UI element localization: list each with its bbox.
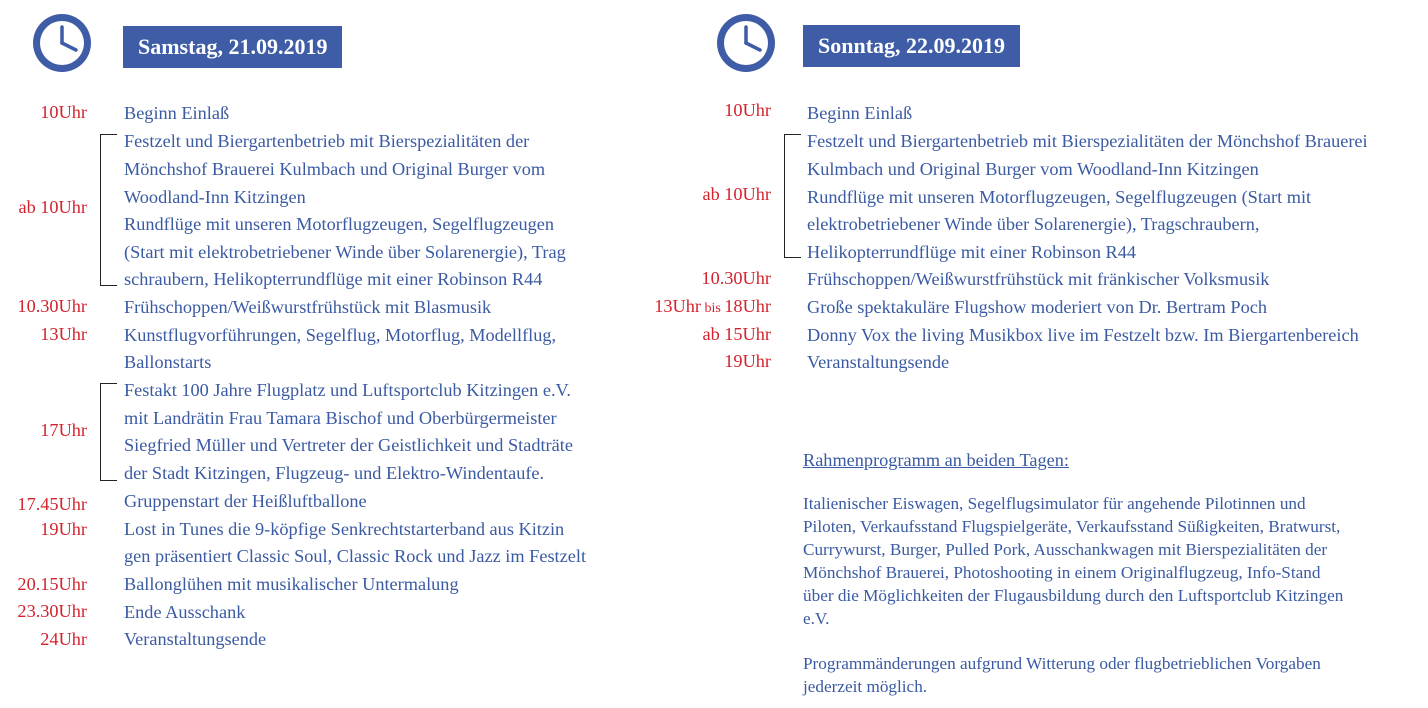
entry-line: Veranstaltungsende [807,352,950,372]
entry-line: Gruppenstart der Heißluftballone [124,491,367,511]
entry-line: Ende Ausschank [124,602,246,622]
entry-line: Mönchshof Brauerei Kulmbach und Original Burger vom [124,159,546,179]
rahmen-line: über die Möglichkeiten der Flugausbildung durch den Luftsportclub Kitzingen [803,586,1344,605]
entry-time-sep: bis [700,301,725,316]
entry-time-range [654,296,771,317]
entry-time: 17.45Uhr [17,494,87,514]
entry-line: Festzelt und Biergartenbetrieb mit Bierspezialitäten der Mönchshof Brauerei [807,131,1368,151]
entry-line: Beginn Einlaß [124,103,230,123]
entry-time: ab 10Uhr [18,197,87,217]
entry-line: Ballonstarts [124,352,212,372]
entry-time: 17Uhr [40,420,87,440]
entry-time: 10.30Uhr [17,296,87,316]
entry-line: Helikopterrundflüge mit einer Robinson R44 [807,242,1137,262]
entry-line: der Stadt Kitzingen, Flugzeug- und Elektro-Windentaufe. [124,463,545,483]
entry-time: ab 10Uhr [702,184,771,204]
bracket [784,134,801,258]
entry-time: 10.30Uhr [701,268,771,288]
entry-line: elektrobetriebener Winde über Solarenergie), Tragschraubern, [807,214,1260,234]
rahmen-line: Italienischer Eiswagen, Segelflugsimulator für angehende Pilotinnen und [803,494,1306,513]
entry-line: Donny Vox the living Musikbox live im Festzelt bzw. Im Biergartenbereich [807,325,1359,345]
entry-line: (Start mit elektrobetriebener Winde über Solarenergie), Trag [124,242,566,262]
entry-time-end: 18Uhr [724,296,771,316]
entry-line: Frühschoppen/Weißwurstfrühstück mit Blasmusik [124,297,492,317]
entry-line: Festakt 100 Jahre Flugplatz und Luftsportclub Kitzingen e.V. [124,380,571,400]
entry-line: Frühschoppen/Weißwurstfrühstück mit fränkischer Volksmusik [807,269,1270,289]
entry-line: Ballonglühen mit musikalischer Untermalung [124,574,459,594]
entry-line: Beginn Einlaß [807,103,913,123]
entry-line: Siegfried Müller und Vertreter der Geistlichkeit und Stadträte [124,435,573,455]
entry-time: 19Uhr [724,351,771,371]
entry-time: 19Uhr [40,519,87,539]
day-header-sunday: Sonntag, 22.09.2019 [803,25,1020,67]
entry-line: Rundflüge mit unseren Motorflugzeugen, Segelflugzeugen [124,214,555,234]
bracket [100,134,117,286]
rahmen-line: Mönchshof Brauerei, Photoshooting in einem Originalflugzeug, Info-Stand [803,563,1321,582]
entry-line: Große spektakuläre Flugshow moderiert von Dr. Bertram Poch [807,297,1267,317]
entry-line: Kunstflugvorführungen, Segelflug, Motorflug, Modellflug, [124,325,557,345]
entry-line: Lost in Tunes die 9-köpfige Senkrechtstarterband aus Kitzin [124,519,565,539]
entry-time: 10Uhr [724,100,771,120]
rahmen-line: e.V. [803,609,830,628]
entry-line: Kulmbach und Original Burger vom Woodland-Inn Kitzingen [807,159,1259,179]
rahmen-line: Currywurst, Burger, Pulled Pork, Ausschankwagen mit Bierspezialitäten der [803,540,1328,559]
rahmen-line: Piloten, Verkaufsstand Flugspielgeräte, Verkaufsstand Süßigkeiten, Bratwurst, [803,517,1341,536]
rahmen-note: jederzeit möglich. [803,677,928,696]
entry-line: mit Landrätin Frau Tamara Bischof und Oberbürgermeister [124,408,557,428]
entry-time: ab 15Uhr [702,324,771,344]
bracket [100,383,117,481]
entry-line: Rundflüge mit unseren Motorflugzeugen, Segelflugzeugen (Start mit [807,187,1312,207]
entry-time: 13Uhr [40,324,87,344]
entry-line: gen präsentiert Classic Soul, Classic Rock und Jazz im Festzelt [124,546,587,566]
entry-time: 10Uhr [40,102,87,122]
entry-line: Woodland-Inn Kitzingen [124,187,306,207]
entry-time-start: 13Uhr [654,296,701,316]
day-header-saturday: Samstag, 21.09.2019 [123,26,342,68]
entry-line: Veranstaltungsende [124,629,267,649]
entry-line: Festzelt und Biergartenbetrieb mit Bierspezialitäten der [124,131,530,151]
clock-icon [32,13,92,73]
entry-line: schraubern, Helikopterrundflüge mit einer Robinson R44 [124,269,543,289]
entry-time: 23.30Uhr [17,601,87,621]
entry-time: 20.15Uhr [17,574,87,594]
clock-icon [716,13,776,73]
rahmen-note: Programmänderungen aufgrund Witterung oder flugbetrieblichen Vorgaben [803,654,1321,673]
entry-time: 24Uhr [40,629,87,649]
rahmen-title: Rahmenprogramm an beiden Tagen: [803,450,1069,470]
